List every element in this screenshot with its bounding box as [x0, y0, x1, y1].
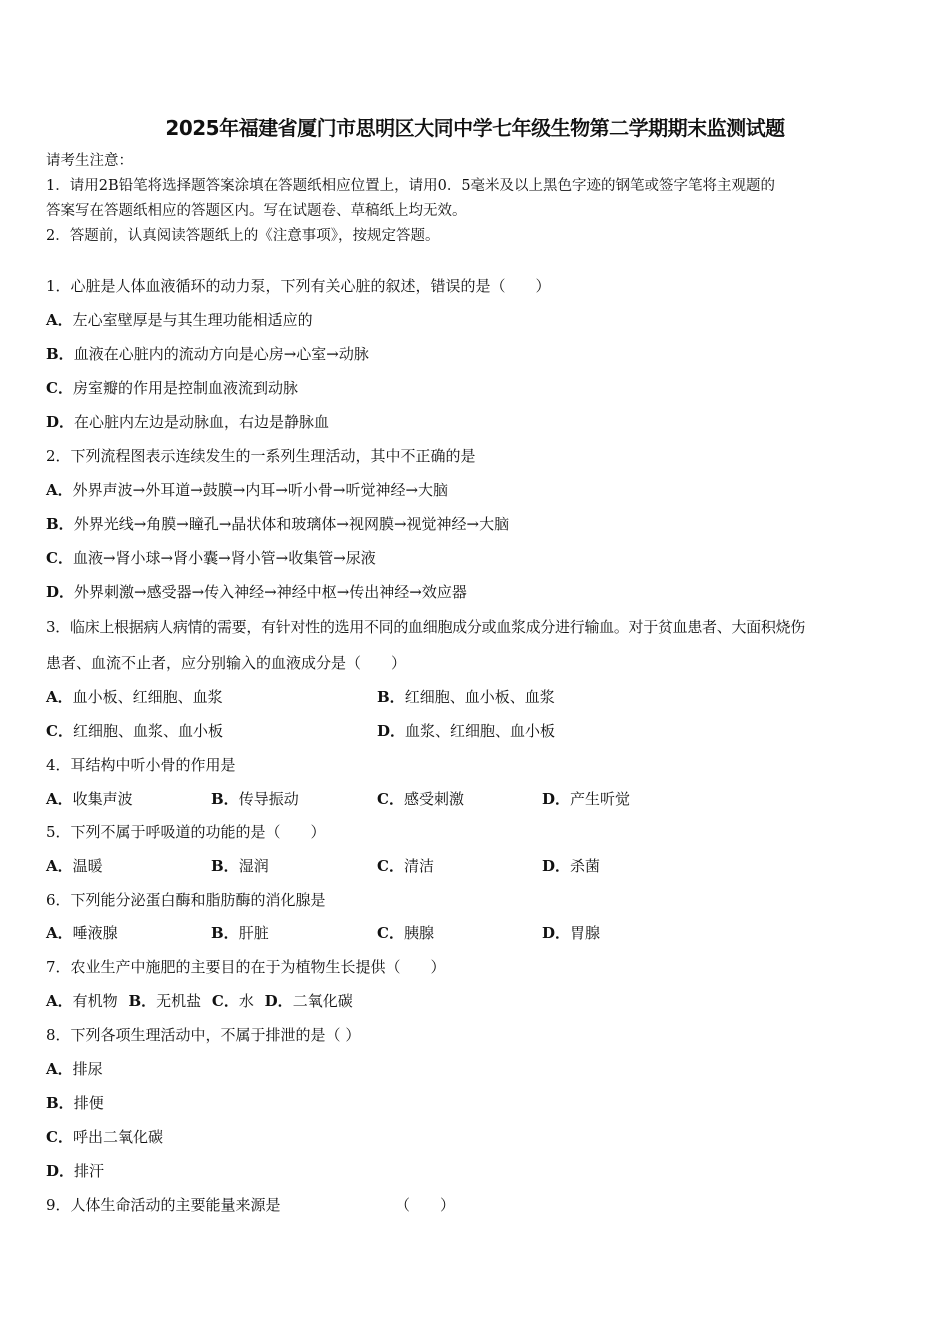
notice-line-1: 1．请用2B铅笔将选择题答案涂填在答题纸相应位置上，请用0．5毫米及以上黑色字迹的钢笔或签字笔将主观题的 — [46, 178, 776, 194]
question-2-option-c — [46, 548, 376, 568]
option-text: 二氧化碳 — [292, 992, 353, 1010]
option-text: 血浆、红细胞、血小板 — [405, 722, 556, 740]
question-8-option-b — [46, 1093, 104, 1113]
option-letter: C． — [46, 722, 73, 740]
option-letter: D． — [542, 924, 571, 942]
question-5-option-d — [542, 856, 600, 876]
option-letter: B． — [46, 345, 74, 363]
option-letter: C． — [46, 549, 73, 567]
question-4-stem: 4．耳结构中听小骨的作用是 — [46, 756, 236, 774]
option-letter: D． — [377, 722, 406, 740]
question-1-option-d — [46, 412, 329, 432]
option-text: 无机盐 — [156, 992, 202, 1010]
question-6-option-c — [377, 923, 434, 943]
question-4-option-b — [211, 789, 299, 809]
option-letter: B． — [128, 992, 157, 1010]
option-text: 湿润 — [238, 857, 269, 875]
question-6-option-b — [211, 923, 269, 943]
option-text: 左心室壁厚是与其生理功能相适应的 — [72, 311, 313, 329]
option-letter: C． — [377, 790, 404, 808]
option-letter: C． — [377, 924, 404, 942]
question-2-option-a — [46, 480, 448, 500]
question-6-stem: 6．下列能分泌蛋白酶和脂肪酶的消化腺是 — [46, 891, 326, 909]
question-2-option-d — [46, 582, 467, 602]
question-9-answer-paren: （ ） — [395, 1196, 456, 1214]
option-text: 红细胞、血浆、血小板 — [72, 722, 223, 740]
question-5-option-c — [377, 856, 434, 876]
option-text: 胃腺 — [570, 924, 601, 942]
page-title: 2025年福建省厦门市思明区大同中学七年级生物第二学期期末监测试题 — [165, 116, 785, 140]
option-letter: C． — [211, 992, 239, 1010]
option-letter: D． — [46, 1162, 75, 1180]
question-7-options — [46, 991, 353, 1011]
option-letter: B． — [211, 924, 239, 942]
question-4-option-c — [377, 789, 464, 809]
question-5-stem: 5．下列不属于呼吸道的功能的是（ ） — [46, 823, 326, 841]
option-letter: A． — [46, 481, 73, 499]
question-9-stem: 9．人体生命活动的主要能量来源是 — [46, 1196, 281, 1214]
option-letter: C． — [377, 857, 404, 875]
option-text: 水 — [238, 992, 254, 1010]
question-3-stem-line-2: 患者、血流不止者，应分别输入的血液成分是（ ） — [46, 654, 407, 672]
question-8-option-c — [46, 1127, 163, 1147]
question-1-stem: 1．心脏是人体血液循环的动力泵，下列有关心脏的叙述，错误的是（ ） — [46, 277, 551, 295]
option-letter: A． — [46, 688, 73, 706]
option-text: 温暖 — [72, 857, 103, 875]
question-6-option-a — [46, 923, 118, 943]
option-letter: B． — [46, 515, 74, 533]
question-1-option-b — [46, 344, 369, 364]
option-text: 有机物 — [72, 992, 118, 1010]
question-4-option-a — [46, 789, 133, 809]
option-text: 在心脏内左边是动脉血，右边是静脉血 — [74, 413, 330, 431]
option-letter: B． — [211, 790, 239, 808]
question-3-stem-line-1: 3．临床上根据病人病情的需要，有针对性的选用不同的血细胞成分或血浆成分进行输血。对于贫血患者、大面积烧伤 — [46, 618, 805, 636]
option-text: 排便 — [73, 1094, 104, 1112]
option-letter: A． — [46, 1060, 73, 1078]
option-text: 排汗 — [74, 1162, 105, 1180]
option-text: 产生听觉 — [570, 790, 631, 808]
option-text: 收集声波 — [72, 790, 133, 808]
option-text: 血小板、红细胞、血浆 — [72, 688, 223, 706]
option-text: 排尿 — [72, 1060, 103, 1078]
option-letter: D． — [264, 992, 293, 1010]
question-7-stem: 7．农业生产中施肥的主要目的在于为植物生长提供（ ） — [46, 958, 446, 976]
question-3-option-c — [46, 721, 223, 741]
option-letter: A． — [46, 790, 73, 808]
question-8-option-d — [46, 1161, 104, 1181]
option-letter: D． — [46, 583, 75, 601]
option-text: 外界光线→角膜→瞳孔→晶状体和玻璃体→视网膜→视觉神经→大脑 — [73, 515, 510, 533]
question-3-option-b — [377, 687, 555, 707]
question-8-stem: 8．下列各项生理活动中，不属于排泄的是（ ） — [46, 1026, 361, 1044]
notice-line-3: 2．答题前，认真阅读答题纸上的《注意事项》，按规定答题。 — [46, 228, 440, 244]
notice-heading: 请考生注意： — [46, 153, 133, 169]
option-text: 外界声波→外耳道→鼓膜→内耳→听小骨→听觉神经→大脑 — [72, 481, 449, 499]
question-1-option-a — [46, 310, 313, 330]
option-text: 感受刺激 — [403, 790, 464, 808]
option-text: 外界刺激→感受器→传入神经→神经中枢→传出神经→效应器 — [74, 583, 467, 601]
question-3-option-d — [377, 721, 555, 741]
option-text: 传导振动 — [238, 790, 299, 808]
notice-line-2: 答案写在答题纸相应的答题区内。写在试题卷、草稿纸上均无效。 — [46, 203, 467, 219]
option-letter: B． — [377, 688, 405, 706]
option-text: 血液→肾小球→肾小囊→肾小管→收集管→尿液 — [72, 549, 376, 567]
question-5-option-a — [46, 856, 103, 876]
option-letter: B． — [211, 857, 239, 875]
option-letter: D． — [46, 413, 75, 431]
option-letter: A． — [46, 992, 73, 1010]
option-text: 唾液腺 — [72, 924, 118, 942]
option-text: 肝脏 — [238, 924, 269, 942]
option-letter: C． — [46, 1128, 73, 1146]
question-2-stem: 2．下列流程图表示连续发生的一系列生理活动，其中不正确的是 — [46, 447, 476, 465]
option-letter: D． — [542, 790, 571, 808]
question-3-option-a — [46, 687, 223, 707]
option-letter: D． — [542, 857, 571, 875]
question-6-option-d — [542, 923, 600, 943]
option-text: 呼出二氧化碳 — [72, 1128, 163, 1146]
option-text: 房室瓣的作用是控制血液流到动脉 — [72, 379, 298, 397]
option-text: 清洁 — [403, 857, 434, 875]
question-4-option-d — [542, 789, 630, 809]
question-5-option-b — [211, 856, 269, 876]
option-letter: B． — [46, 1094, 74, 1112]
option-letter: A． — [46, 924, 73, 942]
option-text: 血液在心脏内的流动方向是心房→心室→动脉 — [73, 345, 369, 363]
option-letter: C． — [46, 379, 73, 397]
option-text: 胰腺 — [403, 924, 434, 942]
option-letter: A． — [46, 311, 73, 329]
question-8-option-a — [46, 1059, 103, 1079]
question-2-option-b — [46, 514, 509, 534]
question-1-option-c — [46, 378, 298, 398]
option-text: 红细胞、血小板、血浆 — [404, 688, 555, 706]
option-letter: A． — [46, 857, 73, 875]
option-text: 杀菌 — [570, 857, 601, 875]
